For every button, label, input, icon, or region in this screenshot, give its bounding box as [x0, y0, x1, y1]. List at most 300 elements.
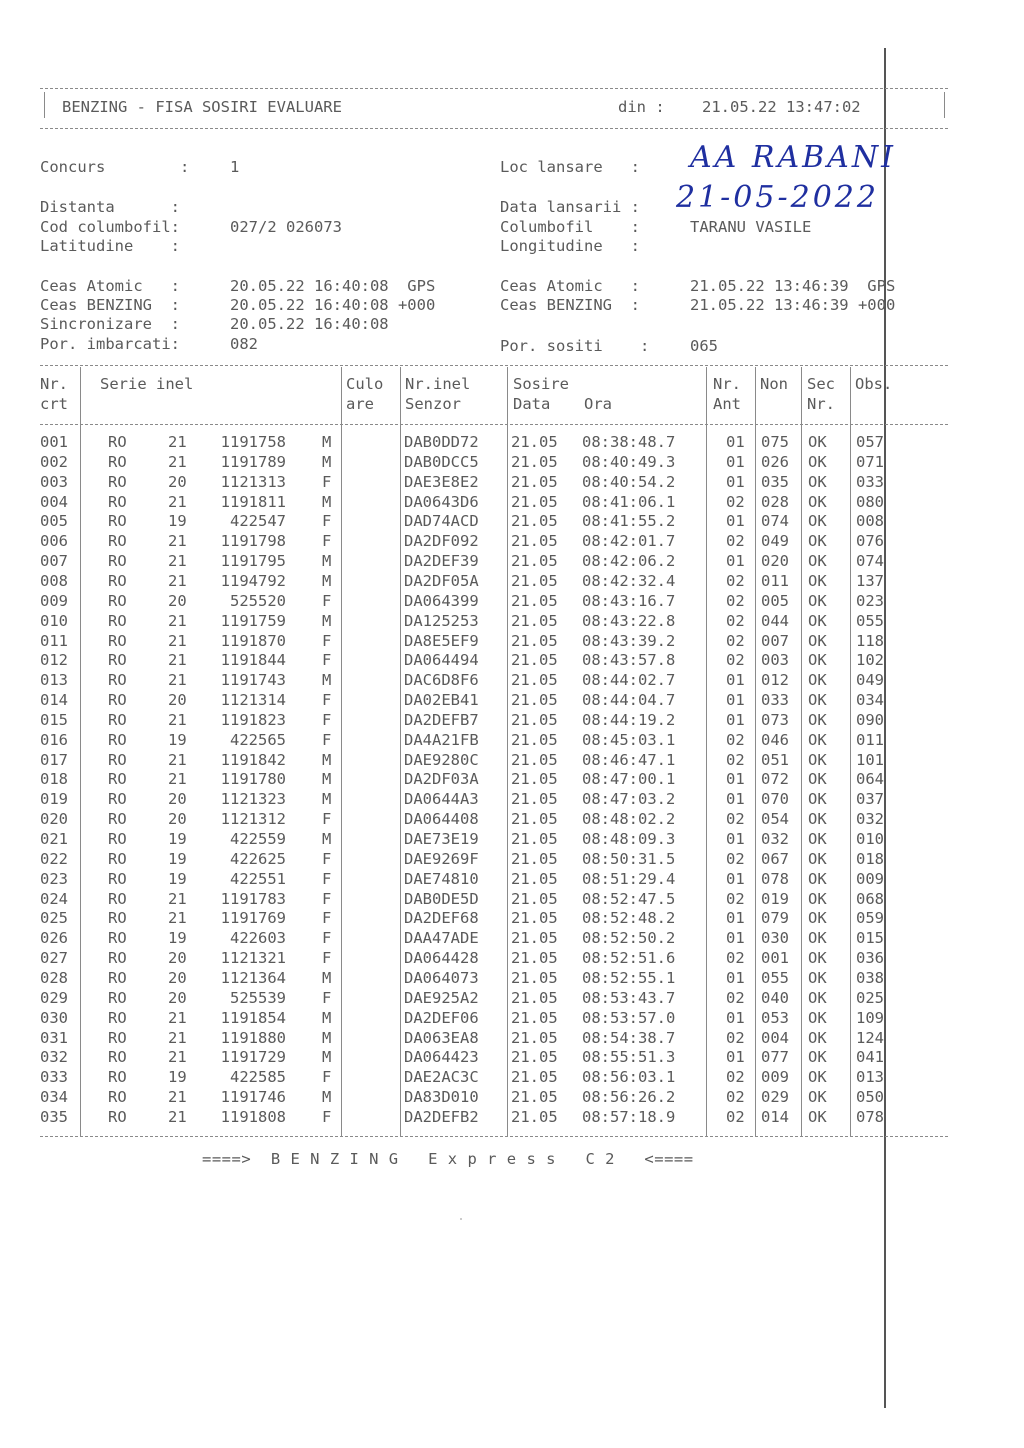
- cell-ring-number: 1191746: [220, 1088, 286, 1107]
- cell-date: 21.05: [511, 631, 558, 650]
- cell-non: 012: [761, 671, 789, 690]
- header-nrinel-2: Senzor: [405, 395, 461, 413]
- cell-nr-crt: 030: [40, 1008, 68, 1027]
- cell-time: 08:40:54.2: [582, 472, 676, 491]
- cell-obs: 050: [856, 1088, 884, 1107]
- cell-ring-number: 422547: [230, 512, 286, 531]
- cell-country: RO: [108, 869, 127, 888]
- sositi-value: 065: [690, 337, 718, 355]
- cell-sec: OK: [808, 949, 827, 968]
- cell-sec: OK: [808, 512, 827, 531]
- cell-antenna: 01: [726, 512, 745, 531]
- cell-sec: OK: [808, 631, 827, 650]
- cell-non: 070: [761, 790, 789, 809]
- cell-country: RO: [108, 889, 127, 908]
- cell-sec: OK: [808, 968, 827, 987]
- cell-obs: 015: [856, 929, 884, 948]
- cell-year: 20: [168, 810, 187, 829]
- cell-antenna: 02: [726, 492, 745, 511]
- col-sep-1: [80, 367, 81, 1137]
- cell-nr-crt: 009: [40, 591, 68, 610]
- cell-non: 028: [761, 492, 789, 511]
- cell-sex: M: [322, 1048, 332, 1067]
- cell-chip-id: DAE9280C: [404, 750, 479, 769]
- col-sep-5: [706, 367, 707, 1137]
- cell-chip-id: DAE9269F: [404, 849, 479, 868]
- cell-sex: F: [322, 869, 332, 888]
- cell-time: 08:51:29.4: [582, 869, 676, 888]
- cell-sex: F: [322, 651, 332, 670]
- cell-ring-number: 1191769: [220, 909, 286, 928]
- cell-country: RO: [108, 452, 127, 471]
- cell-chip-id: DAA47ADE: [404, 929, 479, 948]
- cell-country: RO: [108, 949, 127, 968]
- cell-antenna: 01: [726, 433, 745, 451]
- cell-non: 044: [761, 611, 789, 630]
- cell-date: 21.05: [511, 671, 558, 690]
- cell-antenna: 01: [726, 472, 745, 491]
- cell-time: 08:43:22.8: [582, 611, 676, 630]
- header-nrant-2: Ant: [713, 395, 741, 413]
- header-obs: Obs.: [855, 375, 893, 393]
- concurs-value: 1: [230, 158, 240, 176]
- data-lansarii-handwritten: 21-05-2022: [676, 180, 879, 215]
- cell-sex: M: [322, 1028, 332, 1047]
- header-culoare-2: are: [346, 395, 374, 413]
- cell-nr-crt: 003: [40, 472, 68, 491]
- cell-time: 08:43:39.2: [582, 631, 676, 650]
- cell-obs: 090: [856, 710, 884, 729]
- cell-date: 21.05: [511, 909, 558, 928]
- cell-year: 20: [168, 988, 187, 1007]
- cell-sex: F: [322, 631, 332, 650]
- cell-nr-crt: 035: [40, 1107, 68, 1126]
- cell-nr-crt: 022: [40, 849, 68, 868]
- cell-year: 21: [168, 710, 187, 729]
- cell-ring-number: 422603: [230, 929, 286, 948]
- table-rule-top: [40, 365, 948, 366]
- cell-ring-number: 1121313: [220, 472, 286, 491]
- cell-year: 19: [168, 1068, 187, 1087]
- cell-country: RO: [108, 691, 127, 710]
- cell-date: 21.05: [511, 651, 558, 670]
- cell-ring-number: 1121312: [220, 810, 286, 829]
- cell-time: 08:41:55.2: [582, 512, 676, 531]
- cell-sex: M: [322, 1088, 332, 1107]
- cell-sec: OK: [808, 1068, 827, 1087]
- cell-nr-crt: 005: [40, 512, 68, 531]
- header-serie-inel: Serie inel: [100, 375, 194, 393]
- cell-date: 21.05: [511, 949, 558, 968]
- cell-non: 077: [761, 1048, 789, 1067]
- cell-sex: F: [322, 929, 332, 948]
- cell-date: 21.05: [511, 810, 558, 829]
- cell-non: 003: [761, 651, 789, 670]
- cell-sex: F: [322, 472, 332, 491]
- cell-time: 08:57:18.9: [582, 1107, 676, 1126]
- cell-year: 19: [168, 730, 187, 749]
- cell-non: 001: [761, 949, 789, 968]
- cell-country: RO: [108, 611, 127, 630]
- imbarcati-label: Por. imbarcati:: [40, 335, 180, 353]
- cell-antenna: 01: [726, 552, 745, 571]
- cell-time: 08:52:55.1: [582, 968, 676, 987]
- cell-obs: 008: [856, 512, 884, 531]
- cell-chip-id: DA064428: [404, 949, 479, 968]
- cell-obs: 011: [856, 730, 884, 749]
- cell-nr-crt: 010: [40, 611, 68, 630]
- ceas-benzing-label-right: Ceas BENZING :: [500, 296, 640, 314]
- cell-time: 08:46:47.1: [582, 750, 676, 769]
- cell-year: 21: [168, 1008, 187, 1027]
- cod-columbofil-label: Cod columbofil:: [40, 218, 180, 236]
- cell-antenna: 02: [726, 810, 745, 829]
- cell-year: 21: [168, 909, 187, 928]
- cell-chip-id: DA83D010: [404, 1088, 479, 1107]
- cell-sex: M: [322, 433, 332, 451]
- cell-time: 08:44:19.2: [582, 710, 676, 729]
- cell-country: RO: [108, 591, 127, 610]
- cell-sec: OK: [808, 929, 827, 948]
- cell-date: 21.05: [511, 1107, 558, 1126]
- cell-sex: F: [322, 512, 332, 531]
- cell-country: RO: [108, 552, 127, 571]
- cell-antenna: 01: [726, 929, 745, 948]
- cell-year: 21: [168, 889, 187, 908]
- cell-chip-id: DA064494: [404, 651, 479, 670]
- right-margin-rule: [884, 48, 886, 1408]
- cell-time: 08:50:31.5: [582, 849, 676, 868]
- cell-sec: OK: [808, 869, 827, 888]
- cell-year: 20: [168, 949, 187, 968]
- ceas-atomic-right: 21.05.22 13:46:39 GPS: [690, 277, 896, 295]
- cell-date: 21.05: [511, 571, 558, 590]
- cell-sex: F: [322, 591, 332, 610]
- cell-antenna: 01: [726, 452, 745, 471]
- cell-sec: OK: [808, 1107, 827, 1126]
- cell-chip-id: DA2DF05A: [404, 571, 479, 590]
- cell-chip-id: DA2DEF06: [404, 1008, 479, 1027]
- cell-year: 20: [168, 472, 187, 491]
- cell-date: 21.05: [511, 611, 558, 630]
- cell-country: RO: [108, 710, 127, 729]
- cell-country: RO: [108, 571, 127, 590]
- cell-sec: OK: [808, 472, 827, 491]
- cell-chip-id: DAE3E8E2: [404, 472, 479, 491]
- cell-antenna: 02: [726, 591, 745, 610]
- cell-antenna: 02: [726, 1088, 745, 1107]
- cell-non: 014: [761, 1107, 789, 1126]
- cell-obs: 038: [856, 968, 884, 987]
- cell-sex: F: [322, 849, 332, 868]
- cell-ring-number: 1191811: [220, 492, 286, 511]
- cell-date: 21.05: [511, 433, 558, 451]
- cell-nr-crt: 016: [40, 730, 68, 749]
- cell-year: 21: [168, 611, 187, 630]
- distanta-label: Distanta :: [40, 198, 180, 216]
- cell-nr-crt: 034: [40, 1088, 68, 1107]
- col-sep-3: [400, 367, 401, 1137]
- cell-non: 051: [761, 750, 789, 769]
- cell-chip-id: DA064408: [404, 810, 479, 829]
- cell-antenna: 01: [726, 691, 745, 710]
- cell-year: 21: [168, 770, 187, 789]
- header-sec-1: Sec: [807, 375, 835, 393]
- cell-country: RO: [108, 492, 127, 511]
- cell-sec: OK: [808, 988, 827, 1007]
- cell-antenna: 02: [726, 631, 745, 650]
- cell-date: 21.05: [511, 710, 558, 729]
- cell-obs: 080: [856, 492, 884, 511]
- cell-sex: M: [322, 492, 332, 511]
- sincronizare-label: Sincronizare :: [40, 315, 180, 333]
- cell-year: 21: [168, 492, 187, 511]
- header-crt: crt: [40, 395, 68, 413]
- cell-time: 08:54:38.7: [582, 1028, 676, 1047]
- cell-sex: F: [322, 1107, 332, 1126]
- cell-nr-crt: 029: [40, 988, 68, 1007]
- cell-date: 21.05: [511, 492, 558, 511]
- cell-year: 20: [168, 691, 187, 710]
- cell-sec: OK: [808, 1028, 827, 1047]
- cell-time: 08:52:50.2: [582, 929, 676, 948]
- cell-ring-number: 1191844: [220, 651, 286, 670]
- cell-sec: OK: [808, 909, 827, 928]
- cell-chip-id: DAB0DCC5: [404, 452, 479, 471]
- cell-year: 19: [168, 929, 187, 948]
- columbofil-label: Columbofil :: [500, 218, 640, 236]
- cell-sex: M: [322, 452, 332, 471]
- cell-date: 21.05: [511, 849, 558, 868]
- cell-non: 053: [761, 1008, 789, 1027]
- cell-ring-number: 1191743: [220, 671, 286, 690]
- cell-antenna: 01: [726, 710, 745, 729]
- cell-sex: F: [322, 909, 332, 928]
- cell-country: RO: [108, 1107, 127, 1126]
- cell-country: RO: [108, 909, 127, 928]
- cell-obs: 078: [856, 1107, 884, 1126]
- ceas-atomic-label: Ceas Atomic :: [40, 277, 180, 295]
- cell-date: 21.05: [511, 790, 558, 809]
- cell-nr-crt: 007: [40, 552, 68, 571]
- cell-chip-id: DAE73E19: [404, 830, 479, 848]
- cell-date: 21.05: [511, 1048, 558, 1067]
- cell-sex: M: [322, 1008, 332, 1027]
- cell-obs: 025: [856, 988, 884, 1007]
- cell-sec: OK: [808, 452, 827, 471]
- cell-ring-number: 422585: [230, 1068, 286, 1087]
- cell-sec: OK: [808, 691, 827, 710]
- cell-sex: F: [322, 810, 332, 829]
- header-sec-2: Nr.: [807, 395, 835, 413]
- cell-non: 004: [761, 1028, 789, 1047]
- title-box-right: [944, 92, 945, 118]
- header-nr: Nr.: [40, 375, 68, 393]
- cell-chip-id: DA8E5EF9: [404, 631, 479, 650]
- cell-obs: 036: [856, 949, 884, 968]
- cell-obs: 041: [856, 1048, 884, 1067]
- cell-sex: F: [322, 710, 332, 729]
- cell-sec: OK: [808, 591, 827, 610]
- cell-nr-crt: 012: [40, 651, 68, 670]
- cell-non: 054: [761, 810, 789, 829]
- cell-year: 21: [168, 1048, 187, 1067]
- cell-obs: 037: [856, 790, 884, 809]
- cell-time: 08:43:16.7: [582, 591, 676, 610]
- cell-chip-id: DAE74810: [404, 869, 479, 888]
- cell-sec: OK: [808, 611, 827, 630]
- cell-time: 08:40:49.3: [582, 452, 676, 471]
- title-box-left: [44, 92, 45, 118]
- cell-obs: 009: [856, 869, 884, 888]
- cell-time: 08:52:51.6: [582, 949, 676, 968]
- cell-non: 019: [761, 889, 789, 908]
- cell-time: 08:48:02.2: [582, 810, 676, 829]
- cell-chip-id: DA063EA8: [404, 1028, 479, 1047]
- cell-nr-crt: 004: [40, 492, 68, 511]
- cell-nr-crt: 026: [40, 929, 68, 948]
- cell-time: 08:56:03.1: [582, 1068, 676, 1087]
- cell-year: 21: [168, 452, 187, 471]
- cell-time: 08:42:01.7: [582, 532, 676, 551]
- cell-date: 21.05: [511, 472, 558, 491]
- col-sep-6: [755, 367, 756, 1137]
- cell-sec: OK: [808, 1048, 827, 1067]
- cell-antenna: 01: [726, 1048, 745, 1067]
- cell-non: 055: [761, 968, 789, 987]
- table-rule-bottom: [40, 1136, 948, 1137]
- cell-year: 21: [168, 532, 187, 551]
- cell-time: 08:45:03.1: [582, 730, 676, 749]
- cell-antenna: 02: [726, 849, 745, 868]
- cell-sex: M: [322, 571, 332, 590]
- cell-year: 19: [168, 849, 187, 868]
- cell-antenna: 02: [726, 889, 745, 908]
- cell-sec: OK: [808, 810, 827, 829]
- cell-year: 21: [168, 571, 187, 590]
- columbofil-value: TARANU VASILE: [690, 218, 812, 236]
- cell-ring-number: 1191795: [220, 552, 286, 571]
- cell-nr-crt: 018: [40, 770, 68, 789]
- cell-obs: 010: [856, 830, 884, 848]
- imbarcati-value: 082: [230, 335, 258, 353]
- cell-ring-number: 1121314: [220, 691, 286, 710]
- cell-country: RO: [108, 988, 127, 1007]
- cell-nr-crt: 002: [40, 452, 68, 471]
- cell-chip-id: DA2DEFB7: [404, 710, 479, 729]
- cell-sex: M: [322, 770, 332, 789]
- cell-country: RO: [108, 750, 127, 769]
- header-sosire: Sosire: [513, 375, 569, 393]
- cell-sex: F: [322, 889, 332, 908]
- cell-ring-number: 1191729: [220, 1048, 286, 1067]
- cell-time: 08:53:57.0: [582, 1008, 676, 1027]
- cell-nr-crt: 032: [40, 1048, 68, 1067]
- cell-nr-crt: 021: [40, 830, 68, 848]
- cell-obs: 137: [856, 571, 884, 590]
- cell-nr-crt: 019: [40, 790, 68, 809]
- cell-non: 073: [761, 710, 789, 729]
- cell-ring-number: 1121321: [220, 949, 286, 968]
- cell-obs: 013: [856, 1068, 884, 1087]
- header-nrant-1: Nr.: [713, 375, 741, 393]
- cell-ring-number: 1191842: [220, 750, 286, 769]
- cell-year: 21: [168, 552, 187, 571]
- cell-nr-crt: 015: [40, 710, 68, 729]
- cell-time: 08:42:32.4: [582, 571, 676, 590]
- cell-antenna: 01: [726, 830, 745, 848]
- cell-country: RO: [108, 1048, 127, 1067]
- cell-country: RO: [108, 631, 127, 650]
- cell-non: 078: [761, 869, 789, 888]
- cell-date: 21.05: [511, 532, 558, 551]
- cell-nr-crt: 024: [40, 889, 68, 908]
- cell-ring-number: 1191789: [220, 452, 286, 471]
- cell-year: 19: [168, 830, 187, 848]
- cell-obs: 033: [856, 472, 884, 491]
- cell-sex: M: [322, 968, 332, 987]
- cell-non: 026: [761, 452, 789, 471]
- cell-nr-crt: 031: [40, 1028, 68, 1047]
- cod-columbofil-value: 027/2 026073: [230, 218, 342, 236]
- cell-date: 21.05: [511, 889, 558, 908]
- cell-time: 08:53:43.7: [582, 988, 676, 1007]
- cell-country: RO: [108, 929, 127, 948]
- cell-obs: 059: [856, 909, 884, 928]
- cell-sex: F: [322, 730, 332, 749]
- cell-country: RO: [108, 472, 127, 491]
- cell-sec: OK: [808, 849, 827, 868]
- cell-time: 08:43:57.8: [582, 651, 676, 670]
- cell-nr-crt: 013: [40, 671, 68, 690]
- cell-chip-id: DAB0DD72: [404, 433, 479, 451]
- cell-non: 032: [761, 830, 789, 848]
- cell-sec: OK: [808, 571, 827, 590]
- cell-chip-id: DA125253: [404, 611, 479, 630]
- cell-country: RO: [108, 651, 127, 670]
- cell-time: 08:47:03.2: [582, 790, 676, 809]
- cell-non: 040: [761, 988, 789, 1007]
- cell-year: 21: [168, 1028, 187, 1047]
- cell-time: 08:44:02.7: [582, 671, 676, 690]
- cell-non: 020: [761, 552, 789, 571]
- cell-country: RO: [108, 810, 127, 829]
- title-box-bottom: [40, 128, 948, 129]
- cell-date: 21.05: [511, 869, 558, 888]
- ceas-benzing-label: Ceas BENZING :: [40, 296, 180, 314]
- cell-date: 21.05: [511, 591, 558, 610]
- cell-year: 20: [168, 968, 187, 987]
- cell-nr-crt: 001: [40, 433, 68, 451]
- cell-time: 08:38:48.7: [582, 433, 676, 451]
- cell-date: 21.05: [511, 452, 558, 471]
- cell-non: 079: [761, 909, 789, 928]
- cell-obs: 055: [856, 611, 884, 630]
- cell-sex: F: [322, 949, 332, 968]
- cell-date: 21.05: [511, 929, 558, 948]
- cell-ring-number: 1191880: [220, 1028, 286, 1047]
- cell-chip-id: DAD74ACD: [404, 512, 479, 531]
- title-box-top: [40, 88, 948, 89]
- cell-antenna: 02: [726, 1068, 745, 1087]
- cell-sex: M: [322, 611, 332, 630]
- cell-obs: 057: [856, 433, 884, 451]
- cell-nr-crt: 008: [40, 571, 68, 590]
- cell-country: RO: [108, 1008, 127, 1027]
- cell-year: 21: [168, 1107, 187, 1126]
- cell-sex: M: [322, 552, 332, 571]
- cell-time: 08:47:00.1: [582, 770, 676, 789]
